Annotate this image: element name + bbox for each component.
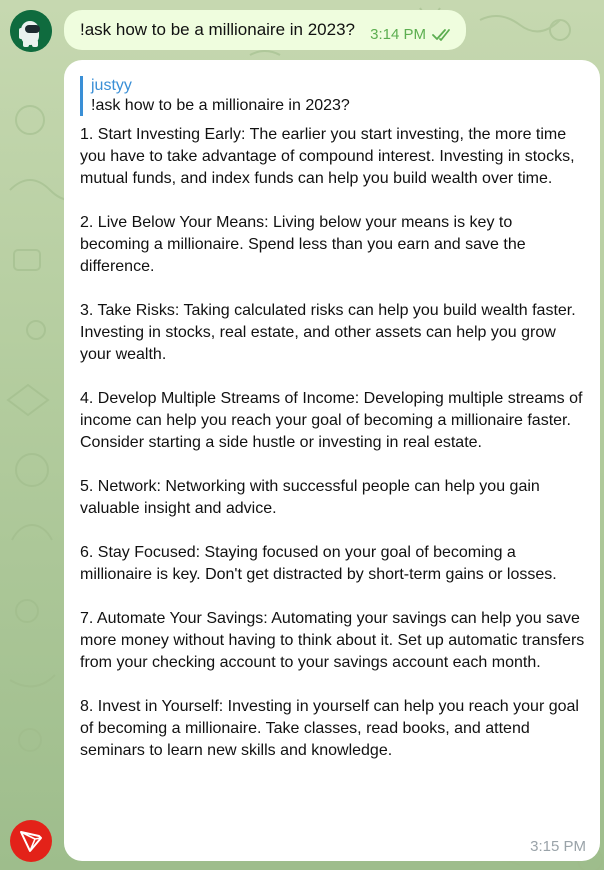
message-paragraph: 4. Develop Multiple Streams of Income: Developing multiple streams of income can help you reach your goal of becoming a millionaire faster. Consider starting a side hustle or investing in real estate. — [80, 390, 583, 451]
message-paragraph: 5. Network: Networking with successful people can help you gain valuable insight and advice. — [80, 478, 540, 517]
message-paragraph: 8. Invest in Yourself: Investing in yourself can help you reach your goal of becoming a millionaire. Take classes, read books, and attend seminars to learn new skills and knowledge. — [80, 698, 579, 759]
message-paragraph: 3. Take Risks: Taking calculated risks can help you build wealth faster. Investing in stocks, real estate, and other assets can help you grow your wealth. — [80, 302, 576, 363]
double-check-icon — [432, 28, 454, 42]
outgoing-message-meta — [370, 26, 454, 43]
user-avatar[interactable] — [10, 10, 52, 52]
among-us-crewmate-icon — [10, 10, 52, 52]
bot-avatar[interactable] — [10, 820, 52, 862]
incoming-message-time: 3:15 PM — [530, 838, 586, 855]
reply-author: justyy — [91, 77, 132, 94]
message-paragraph: 2. Live Below Your Means: Living below your means is key to becoming a millionaire. Spend less than you earn and save the difference. — [80, 214, 526, 275]
outgoing-message-time: 3:14 PM — [370, 26, 426, 43]
message-paragraph: 7. Automate Your Savings: Automating your savings can help you save more money without having to think about it. Set up automatic transfers from your checking account to your savings account each month. — [80, 610, 585, 671]
reply-quote[interactable] — [80, 76, 586, 116]
reply-quoted-text: !ask how to be a millionaire in 2023? — [91, 97, 350, 114]
tron-logo-icon — [19, 829, 43, 853]
outgoing-message-text: !ask how to be a millionaire in 2023? — [80, 20, 355, 39]
message-paragraph: 6. Stay Focused: Staying focused on your goal of becoming a millionaire is key. Don't get distracted by short-term gains or losses. — [80, 544, 557, 583]
outgoing-message-bubble[interactable] — [64, 10, 466, 50]
message-paragraph: 1. Start Investing Early: The earlier you start investing, the more time you have to take advantage of compound interest. Investing in stocks, mutual funds, and index funds can help you build wealth over time. — [80, 126, 575, 187]
incoming-message-bubble[interactable] — [64, 60, 600, 861]
message-body — [80, 124, 586, 762]
